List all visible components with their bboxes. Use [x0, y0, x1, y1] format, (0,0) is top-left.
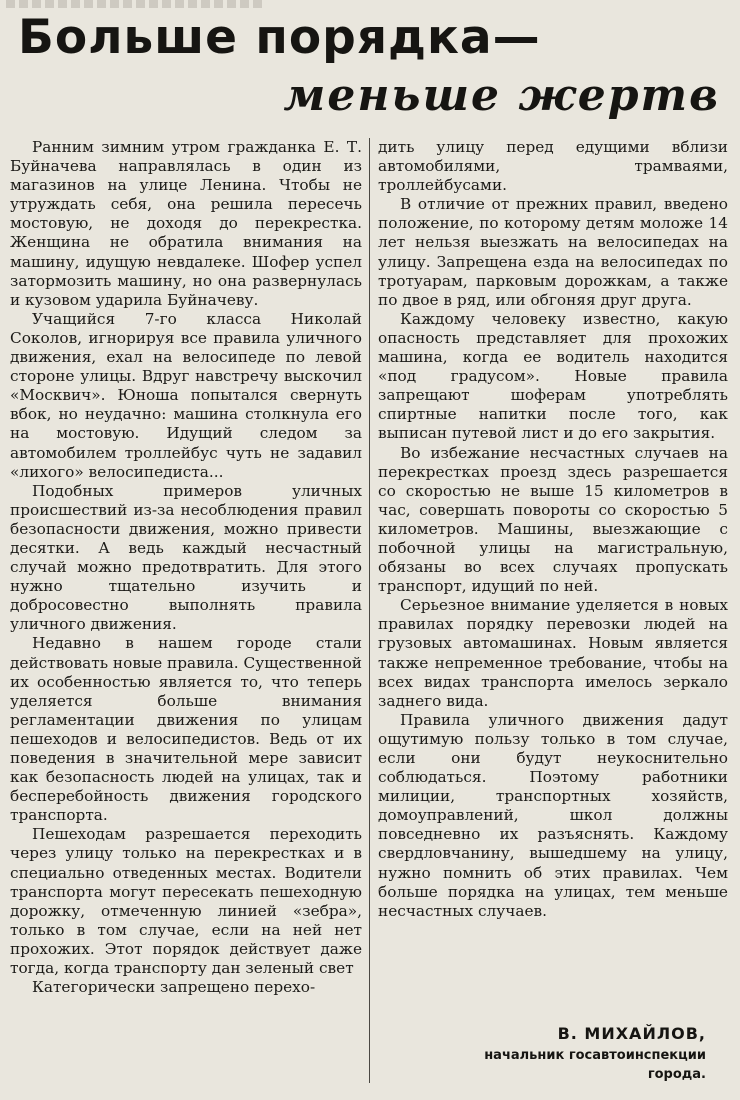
- paragraph: Учащийся 7-го класса Николай Соколов, игнорируя все правила уличного движения, ехал на велосипеде по левой стороне улицы. Вдруг навстречу выскочил «Москвич». Юноша попытался свернуть вбок, но неудачно: машина столкнула его на мостовую. Идущий следом за автомобилем троллейбус чуть не задавил «лихого» велосипедиста...: [10, 309, 362, 481]
- author-role: начальник госавтоинспекции города.: [484, 1048, 706, 1082]
- paragraph: Правила уличного движения дадут ощутимую пользу только в том случае, если они будут неукоснительно соблюдаться. Поэтому работники милиции, транспортных хозяйств, домоуправлений, школ должны повседневно их разъяснять. Каждому свердловчанину, вышедшему на улицу, нужно помнить об этих правилах. Чем больше порядка на улицах, тем меньше несчастных случаев.: [378, 710, 728, 920]
- paragraph: Во избежание несчастных случаев на перекрестках проезд здесь разрешается со скоростью не выше 15 километров в час, совершать повороты со скоростью 5 километров. Машины, выезжающие с побочной улицы на магистральную, обязаны во всех случаях пропускать транспорт, идущий по ней.: [378, 443, 728, 596]
- paragraph: Ранним зимним утром гражданка Е. Т. Буйначева направлялась в один из магазинов на улице Ленина. Чтобы не утруждать себя, она решила пересечь мостовую, не доходя до перекрестка. Женщина не обратила внимания на машину, идущую невдалеке. Шофер успел затормозить машину, но она развернулась и кузовом ударила Буйначеву.: [10, 138, 362, 309]
- paragraph: Каждому человеку известно, какую опасность представляет для прохожих машина, когда ее водитель находится «под градусом». Новые правила запрещают шоферам употреблять спиртные напитки после того, как выписан путевой лист и до его закрытия.: [378, 309, 728, 443]
- paragraph: Недавно в нашем городе стали действовать новые правила. Существенной их особенностью является то, что теперь уделяется больше внимания регламентации движения по улицам пешеходов и велосипедистов. Ведь от их поведения в значительной мере зависит как безопасность людей на улицах, так и бесперебойность движения городского транспорта.: [10, 634, 362, 825]
- author-signature: В. МИХАЙЛОВ,: [557, 1024, 706, 1043]
- article-column-right: [378, 138, 728, 921]
- article-headline: Больше порядка—: [18, 10, 541, 65]
- paragraph: Категорически запрещено перехо-: [32, 978, 316, 997]
- article-subheadline: меньше жертв: [283, 70, 720, 121]
- paragraph-continued: дить улицу перед едущими вблизи автомобилями, трамваями, троллейбусами.: [378, 138, 728, 195]
- paragraph: Серьезное внимание уделяется в новых правилах порядку перевозки людей на грузовых автомашинах. Новым является также непременное требование, чтобы на всех видах транспорта имелось зеркало заднего вида.: [378, 596, 728, 710]
- paragraph: Подобных примеров уличных происшествий из-за несоблюдения правил безопасности движения, можно привести десятки. А ведь каждый несчастный случай можно предотвратить. Для этого нужно тщательно изучить и добросовестно выполнять правила уличного движения.: [10, 481, 362, 634]
- paragraph: В отличие от прежних правил, введено положение, по которому детям моложе 14 лет нельзя выезжать на велосипедах на улицу. Запрещена езда на велосипедах по тротуарам, парковым дорожкам, а также по двое в ряд, или обгоняя друг друга.: [378, 195, 728, 309]
- article-column-left: [10, 138, 362, 997]
- column-rule: [369, 138, 370, 1083]
- cut-off-previous-heading: [6, 0, 266, 8]
- paragraph: Пешеходам разрешается переходить через улицу только на перекрестках и в специально отведенных местах. Водители транспорта могут пересекать пешеходную дорожку, отмеченную линией «зебра», только в том случае, если на ней нет прохожих. Этот порядок действует даже тогда, когда транспорту дан зеленый свет: [10, 825, 362, 978]
